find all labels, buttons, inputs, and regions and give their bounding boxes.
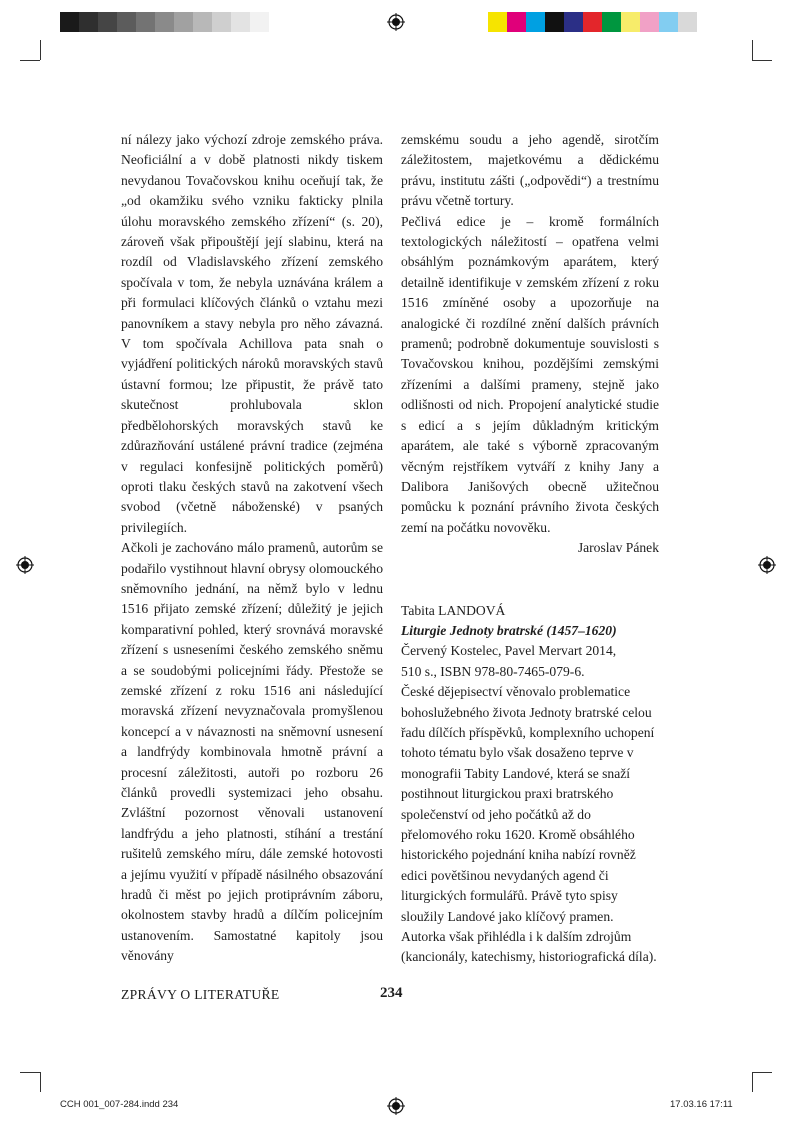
color-swatch bbox=[678, 12, 697, 32]
crop-mark bbox=[20, 1072, 40, 1073]
page-number: 234 bbox=[380, 985, 403, 1001]
color-swatch bbox=[507, 12, 526, 32]
color-swatch bbox=[621, 12, 640, 32]
color-swatch bbox=[193, 12, 212, 32]
book-title: Liturgie Jednoty bratrské (1457–1620) bbox=[401, 622, 617, 638]
crop-mark bbox=[752, 60, 772, 61]
color-swatch bbox=[526, 12, 545, 32]
review-paragraph: České dějepisectví věnovalo problematice bohoslužebného života Jednoty bratrské celou řadu dílčích příspěvků, komplexního uchopení tohoto tématu bylo však dosaženo teprve v monografii Tabity Landové, která se snaží postihnout liturgickou praxi bratrského společenství od jeho počátků až do přelomového roku 1620. Kromě obsáhlého historického pojednání kniha nabízí rovněž edici povětšinou nevydaných agend či liturgických formulářů. Právě tyto spisy sloužily Landové jako klíčový pramen. Autorka však přihlédla i k dalším zdrojům (kancionály, katechismy, historiografická díla). bbox=[401, 684, 657, 965]
gray-calibration-bar bbox=[60, 12, 269, 32]
paragraph: Pečlivá edice je – kromě formálních textologických náležitostí – opatřena velmi obsáhlým poznámkovým aparátem, který detailně identifikuje v zemském zřízení z roku 1516 zmíněné osoby a upozorňuje na analogické či rozdílné znění dalších právních pramenů; podrobně dokumentuje souvislosti s Tovačovskou knihou, pozdějšími zemskými zřízeními a dalšími prameny, stejně jako odlišnosti od nich. Propojení analytické studie s edicí a s jejím důkladným kritickým aparátem, ale také s výborně zpracovaným věcným rejstříkem vytváří z knihy Jany a Dalibora Janišových obecně užitečnou pomůcku k poznání právního života českých zemí na počátku novověku. bbox=[401, 213, 659, 535]
color-swatch bbox=[583, 12, 602, 32]
color-swatch bbox=[79, 12, 98, 32]
paragraph: ní nálezy jako výchozí zdroje zemského práva. Neoficiální a v době platnosti nikdy tiskem nevydanou Tovačovskou knihu oceňují tak, že „od okamžiku svého vzniku fakticky plnila úlohu moravského zemského zřízení“ (s. 20), zároveň však připouštějí její slabinu, která na rozdíl od Vladislavského zřízení zemského spočívala v tom, že nebyla uznávána králem a při formulaci klíčových článků o vztahu mezi panovníkem a stavy nebyla pro něho závazná. V tom spočívala Achillova pata snah o vyjádření politických nároků moravských stavů ústavní formou; lze připustit, že právě tato skutečnost prohlubovala sklon předbělohorských moravských stavů ke zdůrazňování ustálené právní tradice (zejména v regulaci konfesijně politických poměrů) oproti tlaku českých stavů na zakotvení všech svobod (včetně náboženské) v psaných privilegiích. bbox=[121, 132, 383, 535]
crop-mark bbox=[40, 40, 41, 60]
color-swatch bbox=[602, 12, 621, 32]
crop-mark bbox=[752, 1072, 772, 1073]
left-text-column bbox=[121, 130, 383, 967]
color-swatch bbox=[174, 12, 193, 32]
color-swatch bbox=[659, 12, 678, 32]
color-swatch bbox=[231, 12, 250, 32]
color-swatch bbox=[250, 12, 269, 32]
book-isbn: 510 s., ISBN 978-80-7465-079-6. bbox=[401, 663, 585, 679]
slug-file-name: CCH 001_007-284.indd 234 bbox=[60, 1099, 179, 1110]
registration-mark-icon bbox=[758, 556, 776, 574]
color-swatch bbox=[564, 12, 583, 32]
color-swatch bbox=[640, 12, 659, 32]
color-swatch bbox=[136, 12, 155, 32]
color-swatch bbox=[488, 12, 507, 32]
crop-mark bbox=[752, 1072, 753, 1092]
slug-timestamp: 17.03.16 17:11 bbox=[670, 1099, 733, 1110]
crop-mark bbox=[40, 1072, 41, 1092]
color-swatch bbox=[98, 12, 117, 32]
right-text-column bbox=[401, 130, 659, 968]
registration-mark-icon bbox=[387, 1097, 405, 1115]
crop-mark bbox=[20, 60, 40, 61]
crop-mark bbox=[752, 40, 753, 60]
color-calibration-bar bbox=[488, 12, 697, 32]
color-swatch bbox=[117, 12, 136, 32]
running-footer-section: ZPRÁVY O LITERATUŘE bbox=[121, 987, 280, 1002]
color-swatch bbox=[60, 12, 79, 32]
book-review-header bbox=[401, 601, 659, 683]
review-signature: Jaroslav Pánek bbox=[577, 540, 659, 556]
registration-mark-icon bbox=[16, 556, 34, 574]
book-author: Tabita LANDOVÁ bbox=[401, 602, 506, 618]
paragraph: Ačkoli je zachováno málo pramenů, autorům se podařilo vystihnout hlavní obrysy olomouckého sněmovního jednání, na němž bylo v lednu 1516 přijato zemské zřízení; důležitý je jejich komparativní pohled, který srovnává moravské zřízení s usneseními českého zemského sněmu a se soudobými policejními řády. Přestože se zemské zřízení z roku 1516 ani následující moravská zřízení nevyznačovala promyšlenou koncepcí a v návaznosti na sněmovní usnesení a landfrýdy kombinovala hmotně právní a procesní záležitosti, autoři po rozboru 26 článků provedli systemizaci jeho obsahu. Zvláštní pozornost věnovali ustanovení landfrýdu a jeho platnosti, stíhání a trestání rušitelů zemského míru, dále zemské hotovosti a jejímu využití v případě násilného obsazování hradů či měst po jejich protiprávním záboru, okolnostem stavby hradů a dílčím policejním ustanovením. Samostatné kapitoly jsou věnovány bbox=[121, 540, 383, 964]
book-publication-info: Červený Kostelec, Pavel Mervart 2014, bbox=[401, 643, 617, 659]
paragraph: zemskému soudu a jeho agendě, sirotčím záležitostem, majetkovému a dědickému právu, institutu zášti („odpovědi“) a trestnímu právu včetně tortury. bbox=[401, 132, 659, 209]
color-swatch bbox=[212, 12, 231, 32]
color-swatch bbox=[155, 12, 174, 32]
color-swatch bbox=[545, 12, 564, 32]
registration-mark-icon bbox=[387, 13, 405, 31]
